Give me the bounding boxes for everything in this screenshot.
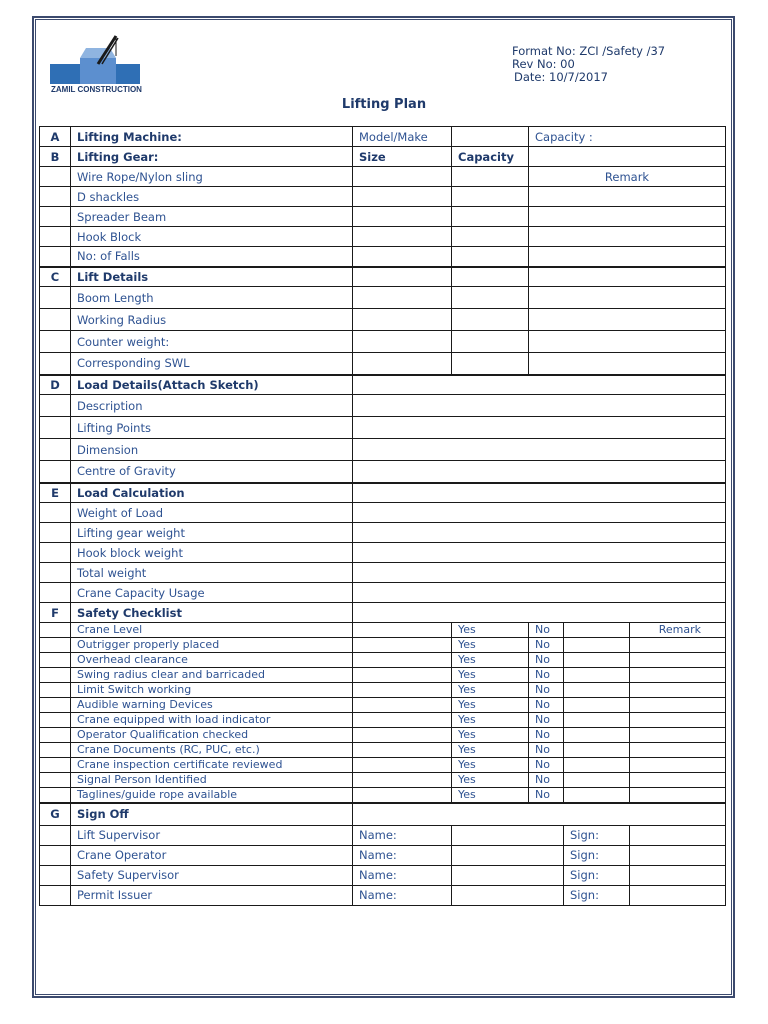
section-letter: G <box>40 803 71 825</box>
input-cell[interactable] <box>452 267 529 287</box>
checklist-item: Operator Qualification checked <box>71 728 353 743</box>
rev-no: Rev No: 00 <box>512 57 575 71</box>
input-cell[interactable] <box>353 227 452 247</box>
input-cell[interactable] <box>353 563 726 583</box>
input-cell[interactable] <box>353 803 726 825</box>
input-cell[interactable] <box>353 523 726 543</box>
name-field[interactable] <box>452 845 564 865</box>
remark-header: Remark <box>630 623 726 638</box>
yes-option[interactable]: Yes <box>452 788 529 804</box>
no-option[interactable]: No <box>529 623 564 638</box>
input-cell[interactable] <box>564 743 630 758</box>
capacity-header: Capacity <box>452 147 529 167</box>
yes-option[interactable]: Yes <box>452 773 529 788</box>
row-label: Lifting gear weight <box>71 523 353 543</box>
row-label: Dimension <box>71 439 353 461</box>
remark-cell[interactable] <box>630 743 726 758</box>
row-label: Working Radius <box>71 309 353 331</box>
input-cell[interactable] <box>564 698 630 713</box>
row-label: Counter weight: <box>71 331 353 353</box>
input-cell[interactable] <box>353 698 452 713</box>
remark-cell[interactable] <box>630 788 726 804</box>
sign-label: Sign: <box>564 825 630 845</box>
checklist-item: Crane equipped with load indicator <box>71 713 353 728</box>
name-label: Name: <box>353 845 452 865</box>
input-cell[interactable] <box>564 773 630 788</box>
signoff-role: Crane Operator <box>71 845 353 865</box>
name-field[interactable] <box>452 865 564 885</box>
yes-option[interactable]: Yes <box>452 758 529 773</box>
input-cell[interactable] <box>452 287 529 309</box>
input-cell[interactable] <box>564 668 630 683</box>
row-label: Description <box>71 395 353 417</box>
input-cell[interactable] <box>452 309 529 331</box>
checklist-item: Audible warning Devices <box>71 698 353 713</box>
capacity-label: Capacity : <box>529 127 726 147</box>
remark-cell[interactable] <box>630 728 726 743</box>
no-option[interactable]: No <box>529 788 564 804</box>
name-field[interactable] <box>452 825 564 845</box>
row-label: Lifting Points <box>71 417 353 439</box>
input-cell[interactable] <box>353 503 726 523</box>
lifting-plan-table <box>39 126 726 906</box>
input-cell[interactable] <box>353 728 452 743</box>
row-label: Boom Length <box>71 287 353 309</box>
input-cell[interactable] <box>529 287 726 309</box>
section-letter: B <box>40 147 71 167</box>
remark-cell[interactable] <box>630 713 726 728</box>
remark-cell[interactable] <box>630 698 726 713</box>
input-cell[interactable] <box>529 353 726 375</box>
input-cell[interactable] <box>564 683 630 698</box>
input-cell[interactable] <box>353 743 452 758</box>
input-cell[interactable] <box>353 758 452 773</box>
input-cell[interactable] <box>353 353 452 375</box>
doc-date: Date: 10/7/2017 <box>514 70 608 84</box>
checklist-item: Overhead clearance <box>71 653 353 668</box>
input-cell[interactable] <box>529 207 726 227</box>
input-cell[interactable] <box>564 638 630 653</box>
row-label: D shackles <box>71 187 353 207</box>
logo-text: ZAMIL CONSTRUCTION <box>51 85 142 94</box>
no-option[interactable]: No <box>529 728 564 743</box>
input-cell[interactable] <box>564 713 630 728</box>
input-cell[interactable] <box>529 227 726 247</box>
signoff-role: Lift Supervisor <box>71 825 353 845</box>
input-cell[interactable] <box>529 309 726 331</box>
row-label: Total weight <box>71 563 353 583</box>
input-cell[interactable] <box>452 207 529 227</box>
input-cell[interactable] <box>353 683 452 698</box>
input-cell[interactable] <box>353 461 726 483</box>
checklist-item: Swing radius clear and barricaded <box>71 668 353 683</box>
row-label: Centre of Gravity <box>71 461 353 483</box>
input-cell[interactable] <box>452 353 529 375</box>
yes-option[interactable]: Yes <box>452 638 529 653</box>
section-label: Load Details(Attach Sketch) <box>71 375 353 395</box>
signoff-role: Safety Supervisor <box>71 865 353 885</box>
input-cell[interactable] <box>353 417 726 439</box>
input-cell[interactable] <box>452 247 529 267</box>
signoff-role: Permit Issuer <box>71 885 353 905</box>
name-field[interactable] <box>452 885 564 905</box>
no-option[interactable]: No <box>529 653 564 668</box>
input-cell[interactable] <box>353 287 452 309</box>
row-label: No: of Falls <box>71 247 353 267</box>
name-label: Name: <box>353 885 452 905</box>
size-header: Size <box>353 147 452 167</box>
input-cell[interactable] <box>452 167 529 187</box>
input-cell[interactable] <box>353 773 452 788</box>
no-option[interactable]: No <box>529 638 564 653</box>
input-cell[interactable] <box>353 331 452 353</box>
input-cell[interactable] <box>452 227 529 247</box>
row-label: Hook Block <box>71 227 353 247</box>
input-cell[interactable] <box>353 623 452 638</box>
input-cell[interactable] <box>353 309 452 331</box>
input-cell[interactable] <box>353 788 452 804</box>
sign-label: Sign: <box>564 845 630 865</box>
remark-header: Remark <box>529 167 726 187</box>
company-logo <box>50 34 142 100</box>
section-letter: F <box>40 603 71 623</box>
section-label: Lift Details <box>71 267 353 287</box>
row-label: Wire Rope/Nylon sling <box>71 167 353 187</box>
checklist-item: Crane Documents (RC, PUC, etc.) <box>71 743 353 758</box>
checklist-item: Outrigger properly placed <box>71 638 353 653</box>
input-cell[interactable] <box>353 603 726 623</box>
section-letter: D <box>40 375 71 395</box>
no-option[interactable]: No <box>529 743 564 758</box>
row-label: Crane Capacity Usage <box>71 583 353 603</box>
sign-label: Sign: <box>564 865 630 885</box>
input-cell[interactable] <box>452 187 529 207</box>
no-option[interactable]: No <box>529 773 564 788</box>
input-cell[interactable] <box>353 713 452 728</box>
input-cell[interactable] <box>353 583 726 603</box>
input-cell[interactable] <box>353 439 726 461</box>
section-label: Sign Off <box>71 803 353 825</box>
input-cell[interactable] <box>353 638 452 653</box>
yes-option[interactable]: Yes <box>452 728 529 743</box>
input-cell[interactable] <box>564 728 630 743</box>
checklist-item: Crane Level <box>71 623 353 638</box>
no-option[interactable]: No <box>529 758 564 773</box>
input-cell[interactable] <box>353 167 452 187</box>
no-option[interactable]: No <box>529 713 564 728</box>
sign-field[interactable] <box>630 885 726 905</box>
format-no: Format No: ZCI /Safety /37 <box>512 44 666 58</box>
name-label: Name: <box>353 865 452 885</box>
remark-cell[interactable] <box>630 668 726 683</box>
input-cell[interactable] <box>529 187 726 207</box>
yes-option[interactable]: Yes <box>452 653 529 668</box>
input-cell[interactable] <box>353 375 726 395</box>
remark-cell[interactable] <box>630 638 726 653</box>
input-cell[interactable] <box>353 653 452 668</box>
input-cell[interactable] <box>529 247 726 267</box>
checklist-item: Taglines/guide rope available <box>71 788 353 804</box>
input-cell[interactable] <box>353 668 452 683</box>
section-letter: A <box>40 127 71 147</box>
remark-cell[interactable] <box>630 683 726 698</box>
yes-option[interactable]: Yes <box>452 713 529 728</box>
yes-option[interactable]: Yes <box>452 698 529 713</box>
sign-field[interactable] <box>630 825 726 845</box>
input-cell[interactable] <box>353 247 452 267</box>
row-label: Hook block weight <box>71 543 353 563</box>
yes-option[interactable]: Yes <box>452 683 529 698</box>
no-option[interactable]: No <box>529 683 564 698</box>
page-title: Lifting Plan <box>341 97 427 112</box>
input-cell[interactable] <box>353 187 452 207</box>
input-cell[interactable] <box>353 207 452 227</box>
input-cell[interactable] <box>564 758 630 773</box>
input-cell[interactable] <box>529 147 726 167</box>
input-cell[interactable] <box>353 543 726 563</box>
no-option[interactable]: No <box>529 668 564 683</box>
section-label: Load Calculation <box>71 483 353 503</box>
checklist-item: Signal Person Identified <box>71 773 353 788</box>
section-letter: C <box>40 267 71 287</box>
input-cell[interactable] <box>353 267 452 287</box>
remark-cell[interactable] <box>630 653 726 668</box>
no-option[interactable]: No <box>529 698 564 713</box>
model-make-label: Model/Make <box>353 127 452 147</box>
sign-field[interactable] <box>630 845 726 865</box>
input-cell[interactable] <box>529 267 726 287</box>
sign-label: Sign: <box>564 885 630 905</box>
section-letter: E <box>40 483 71 503</box>
yes-option[interactable]: Yes <box>452 668 529 683</box>
input-cell[interactable] <box>452 331 529 353</box>
section-label: Lifting Machine: <box>71 127 353 147</box>
remark-cell[interactable] <box>630 758 726 773</box>
input-cell[interactable] <box>529 331 726 353</box>
row-label: Corresponding SWL <box>71 353 353 375</box>
input-cell[interactable] <box>564 788 630 804</box>
row-label: Weight of Load <box>71 503 353 523</box>
input-cell[interactable] <box>452 127 529 147</box>
input-cell[interactable] <box>353 395 726 417</box>
input-cell[interactable] <box>564 623 630 638</box>
yes-option[interactable]: Yes <box>452 623 529 638</box>
checklist-item: Crane inspection certificate reviewed <box>71 758 353 773</box>
sign-field[interactable] <box>630 865 726 885</box>
input-cell[interactable] <box>353 483 726 503</box>
row-label: Spreader Beam <box>71 207 353 227</box>
yes-option[interactable]: Yes <box>452 743 529 758</box>
input-cell[interactable] <box>564 653 630 668</box>
name-label: Name: <box>353 825 452 845</box>
section-label: Lifting Gear: <box>71 147 353 167</box>
section-label: Safety Checklist <box>71 603 353 623</box>
checklist-item: Limit Switch working <box>71 683 353 698</box>
remark-cell[interactable] <box>630 773 726 788</box>
